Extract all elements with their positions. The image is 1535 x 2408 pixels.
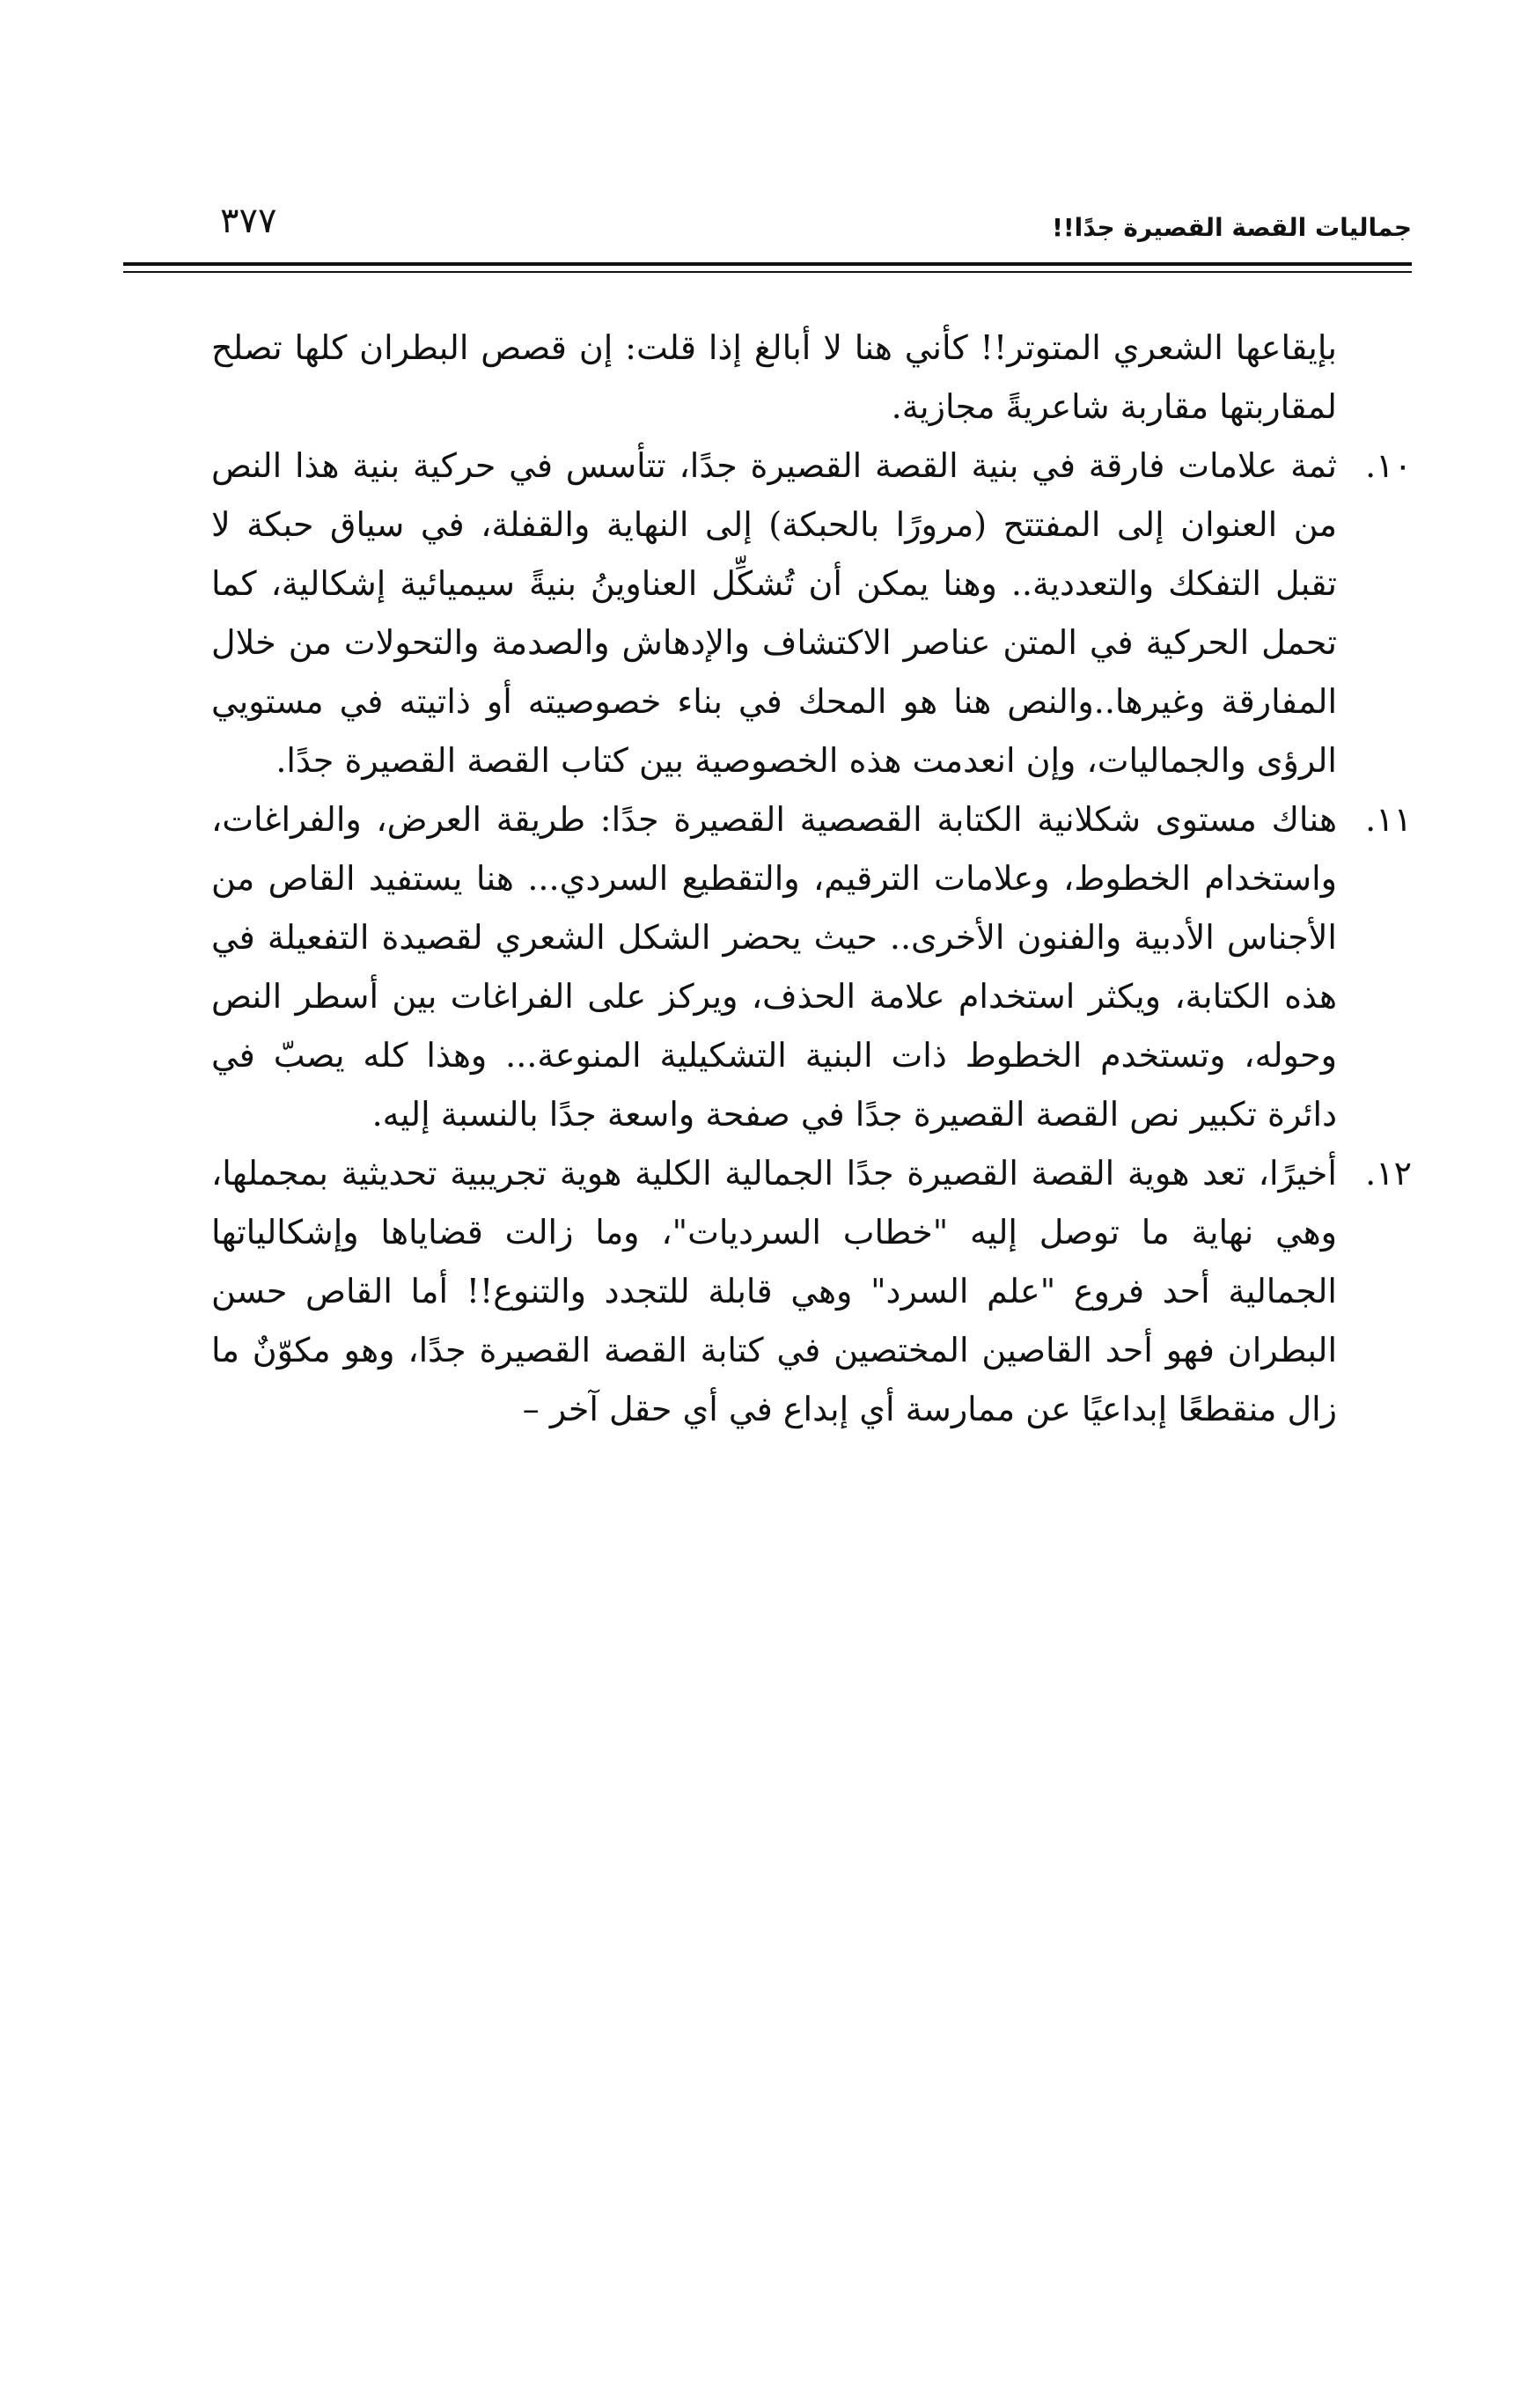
intro-paragraph: بإيقاعها الشعري المتوتر!! كأني هنا لا أبالغ إذا قلت: إن قصص البطران كلها تصلح لمقاربتها مقاربة شاعريةً مجازية. (211, 328, 1337, 426)
item-text: هناك مستوى شكلانية الكتابة القصصية القصيرة جدًا: طريقة العرض، والفراغات، واستخدام الخطوط، وعلامات الترقيم، والتقطيع السردي... هنا يستفيد القاص من الأجناس الأدبية والفنون الأخرى.. حيث يحضر الشكل الشعري لقصيدة التفعيلة في هذه الكتابة، ويكثر استخدام علامة الحذف، ويركز على الفراغات بين أسطر النص وحوله، وتستخدم الخطوط ذات البنية التشكيلية المنوعة... وهذا كله يصبّ في دائرة تكبير نص القصة القصيرة جدًا في صفحة واسعة جدًا بالنسبة إليه. (211, 800, 1337, 1134)
page-header (123, 192, 1412, 245)
running-title: جماليات القصة القصيرة جدًا!! (1052, 213, 1412, 242)
item-number: ١٢. (1365, 1154, 1412, 1193)
list-item (211, 437, 1412, 790)
item-number: ١١. (1365, 800, 1412, 839)
page-number: ٣٧٧ (220, 201, 277, 241)
header-rule-thin (123, 271, 1412, 273)
body-text (211, 319, 1412, 1439)
item-text: ثمة علامات فارقة في بنية القصة القصيرة جدًا، تتأسس في حركية بنية هذا النص من العنوان إلى المفتتح (مرورًا بالحبكة) إلى النهاية والقفلة، في سياق حبكة لا تقبل التفكك والتعددية.. وهنا يمكن أن تُشكِّل العناوينُ بنيةً سيميائية إشكالية، كما تحمل الحركية في المتن عناصر الاكتشاف والإدهاش والصدمة والتحولات من خلال المفارقة وغيرها..والنص هنا هو المحك في بناء خصوصيته أو ذاتيته في مستويي الرؤى والجماليات، وإن انعدمت هذه الخصوصية بين كتاب القصة القصيرة جدًا. (211, 446, 1337, 780)
list-item (211, 1144, 1412, 1439)
item-number: ١٠. (1365, 446, 1412, 485)
header-rule-thick (123, 262, 1412, 266)
item-text: أخيرًا، تعد هوية القصة القصيرة جدًا الجمالية الكلية هوية تجريبية تحديثية بمجملها، وهي نهاية ما توصل إليه "خطاب السرديات"، وما زالت قضاياها وإشكالياتها الجمالية أحد فروع "علم السرد" وهي قابلة للتجدد والتنوع!! أما القاص حسن البطران فهو أحد القاصين المختصين في كتابة القصة القصيرة جدًا، وهو مكوّنٌ ما زال منقطعًا إبداعيًا عن ممارسة أي إبداع في أي حقل آخر – (211, 1154, 1338, 1428)
list-item (211, 790, 1412, 1144)
